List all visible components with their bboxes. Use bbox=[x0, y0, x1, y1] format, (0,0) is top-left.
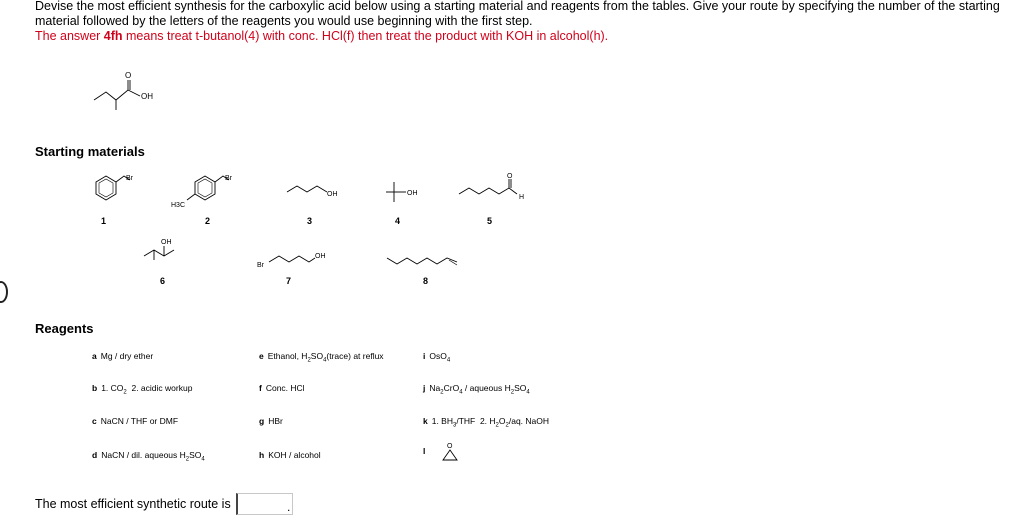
reagent-text: Ethanol, H bbox=[267, 351, 308, 361]
starting-material-7[interactable] bbox=[255, 246, 335, 271]
sm-number-3: 3 bbox=[307, 216, 313, 226]
sm5-h-label: H bbox=[519, 194, 525, 201]
reagent-letter: f bbox=[259, 383, 262, 393]
hint-prefix: The answer bbox=[35, 29, 104, 43]
reagent-text: 1. BH bbox=[431, 416, 453, 426]
reagent-sub: 2 bbox=[505, 422, 509, 429]
reagent-sub: 3 bbox=[453, 422, 457, 429]
reagent-sub: 4 bbox=[459, 389, 463, 396]
reagent-text: / aqueous H bbox=[462, 383, 511, 393]
sm1-br-label: Br bbox=[126, 175, 133, 182]
starting-material-4[interactable] bbox=[378, 176, 428, 206]
reagent-letter: a bbox=[92, 351, 97, 361]
reagent-sub: 2 bbox=[495, 422, 499, 429]
reagent-i[interactable] bbox=[423, 351, 450, 364]
starting-material-5[interactable] bbox=[455, 170, 545, 205]
answer-input[interactable] bbox=[236, 493, 293, 515]
sm-number-6: 6 bbox=[160, 276, 166, 286]
reagent-text: NaCN / dil. aqueous H bbox=[101, 450, 186, 460]
reagent-sub: 4 bbox=[446, 357, 451, 364]
sm4-oh-label: OH bbox=[407, 190, 418, 197]
reagent-letter: e bbox=[259, 351, 264, 361]
reagent-c[interactable] bbox=[92, 416, 178, 426]
reagent-text: Na bbox=[429, 383, 441, 393]
starting-material-6[interactable] bbox=[140, 232, 195, 267]
reagent-sub: 2 bbox=[123, 389, 127, 396]
reagent-text: (trace) at reflux bbox=[326, 351, 384, 361]
sm-number-1: 1 bbox=[101, 216, 107, 226]
reagent-a[interactable] bbox=[92, 351, 153, 361]
reagent-letter: c bbox=[92, 416, 97, 426]
starting-material-1[interactable] bbox=[90, 172, 140, 207]
target-o-label: O bbox=[125, 71, 132, 80]
reagent-text: HBr bbox=[268, 416, 283, 426]
reagent-text: 1. CO bbox=[101, 383, 124, 393]
reagent-sub: 2 bbox=[307, 357, 311, 364]
reagent-text: OsO bbox=[429, 351, 447, 361]
reagent-letter: k bbox=[423, 416, 428, 426]
reagent-g[interactable] bbox=[259, 416, 283, 426]
sm-number-8: 8 bbox=[423, 276, 429, 286]
starting-material-8[interactable] bbox=[383, 246, 473, 271]
reagent-l-o-label: O bbox=[447, 443, 453, 450]
sm2-h3c-label: H3C bbox=[171, 202, 186, 209]
sm-number-4: 4 bbox=[395, 216, 401, 226]
reagent-letter: g bbox=[259, 416, 265, 426]
reagent-letter: d bbox=[92, 450, 98, 460]
reagent-sub: 4 bbox=[323, 357, 327, 364]
starting-material-3[interactable] bbox=[283, 178, 353, 203]
reagent-h[interactable] bbox=[259, 450, 321, 460]
target-oh-label: OH bbox=[141, 92, 153, 101]
reagent-sub: 2 bbox=[510, 389, 515, 396]
epoxide-icon bbox=[438, 440, 464, 466]
reagent-d[interactable] bbox=[92, 450, 205, 463]
sm-number-7: 7 bbox=[286, 276, 292, 286]
reagents-heading: Reagents bbox=[35, 321, 94, 336]
sm7-oh-label: OH bbox=[315, 253, 326, 260]
reagent-l[interactable] bbox=[423, 446, 429, 456]
answer-label: The most efficient synthetic route is bbox=[35, 497, 231, 511]
reagent-sub: 2 bbox=[185, 456, 190, 463]
reagent-letter: b bbox=[92, 383, 98, 393]
reagent-text: /aq. NaOH bbox=[508, 416, 550, 426]
hint-bold: 4fh bbox=[103, 29, 123, 43]
reagent-e[interactable] bbox=[259, 351, 384, 364]
example-hint bbox=[35, 29, 608, 43]
reagent-text: Mg / dry ether bbox=[100, 351, 154, 361]
starting-materials-heading: Starting materials bbox=[35, 144, 145, 159]
question-text: Devise the most efficient synthesis for the carboxylic acid below using a starting material and reagents from the tables. Give your route by specifying the number of the starting material followed by the letters of the reagents you would use beginning with the first step. bbox=[35, 0, 1000, 28]
reagent-text: O bbox=[498, 416, 506, 426]
reagent-b[interactable] bbox=[92, 383, 192, 396]
sm3-oh-label: OH bbox=[327, 191, 338, 198]
sm6-oh-label: OH bbox=[161, 239, 172, 246]
reagent-letter: i bbox=[423, 351, 426, 361]
sm2-br-label: Br bbox=[225, 175, 232, 182]
reagent-sub: 2 bbox=[440, 389, 444, 396]
reagent-f[interactable] bbox=[259, 383, 305, 393]
reagent-sub: 4 bbox=[201, 456, 205, 463]
reagent-text: SO bbox=[189, 450, 202, 460]
reagent-k[interactable] bbox=[423, 416, 549, 429]
hint-rest: means treat t-butanol(4) with conc. HCl(f) then treat the product with KOH in alcohol(h). bbox=[122, 29, 609, 43]
sm7-br-label: Br bbox=[257, 262, 264, 269]
reagent-j[interactable] bbox=[423, 383, 530, 396]
reagent-text: Conc. HCl bbox=[265, 383, 305, 393]
scroll-handle-icon[interactable] bbox=[0, 281, 8, 303]
reagent-text: NaCN / THF or DMF bbox=[100, 416, 179, 426]
reagent-text: /THF 2. H bbox=[456, 416, 496, 426]
reagent-letter: l bbox=[423, 446, 426, 456]
answer-period: . bbox=[287, 500, 291, 514]
reagent-text: KOH / alcohol bbox=[268, 450, 321, 460]
target-molecule bbox=[88, 68, 168, 113]
reagent-text: SO bbox=[514, 383, 527, 393]
sm-number-5: 5 bbox=[487, 216, 493, 226]
reagent-text: CrO bbox=[443, 383, 460, 393]
sm-number-2: 2 bbox=[205, 216, 211, 226]
sm5-o-label: O bbox=[507, 173, 513, 180]
starting-material-2[interactable] bbox=[165, 172, 245, 212]
reagent-text: SO bbox=[310, 351, 324, 361]
reagent-text: 2. acidic workup bbox=[126, 383, 193, 393]
reagent-letter: h bbox=[259, 450, 265, 460]
reagent-letter: j bbox=[423, 383, 426, 393]
reagent-sub: 4 bbox=[526, 389, 530, 396]
